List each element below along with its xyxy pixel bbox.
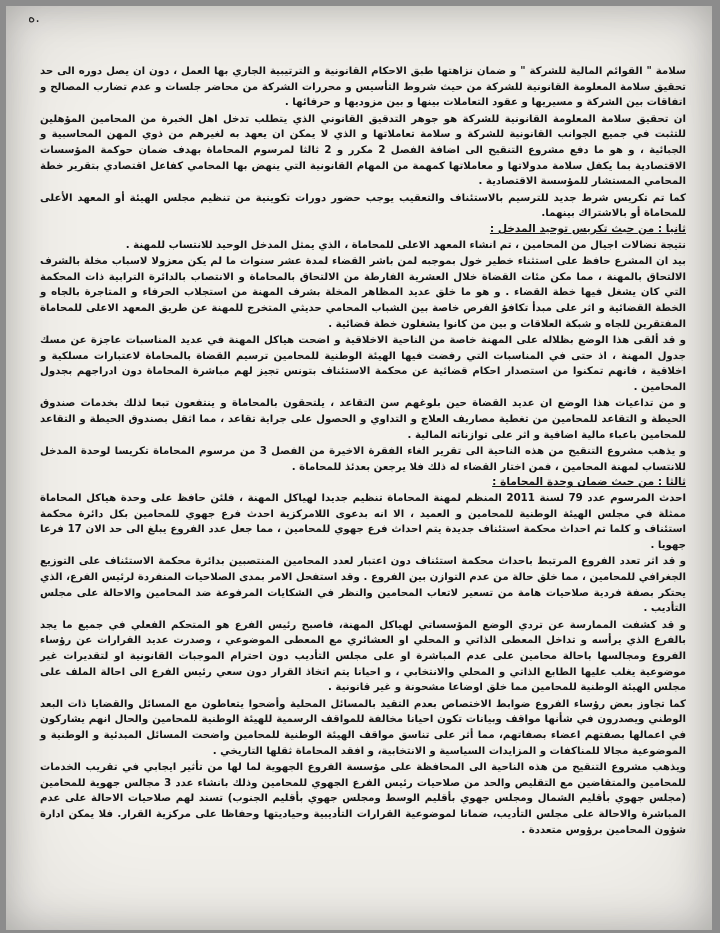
paragraph-retirement-fund: و من تداعيات هذا الوضع ان عديد القضاة حين بلوغهم سن التقاعد ، يلتحقون بالمحاماة و ينتفعون تبعا لذلك بخدمات صندوق الحيطة و التقاعد للمحامين من تغطية مصاريف العلاج و التداوي و الحصول على جراية تقاعد ، مما اثقل بصندوق الحيطة و التقاعد للمحامين باعباء مالية اضافية و اثر على توازناته المالية . [40, 398, 686, 441]
paragraph-training-condition: كما تم تكريس شرط جديد للترسيم بالاستئناف والتعقيب يوجب حضور دورات تكوينية من تنظيم مجلس الهيئة أو المعهد الأعلى للمحاماة أو بالاشتراك بينهما. [40, 192, 686, 220]
paragraph-regional-councils: ويذهب مشروع التنقيح من هذه الناحية الى المحافظة على مؤسسة الفروع الجهوية لما لها من تأثير ايجابي في تقريب الخدمات للمحامين والمتقاضين مع التقليص والحد من صلاحيات رئيس الفرع الجهوي للمحامين وذلك بانشاء عدد 3 مجالس جهوية للمحامين (مجلس جهوي بأقليم الشمال ومجلس جهوي بأقليم الوسط ومجلس جهوي بأقليم الجنوب) تسند لهم صلاحيات الاحالة على عدم المباشرة والاحالة على مجلس التأديب، ضمانا لموضوعية القرارات التأديبية وحياديتها وحفاظا على مركزية القرار. فلا يمكن ادارة شؤون المحامين برؤوس متعددة . [40, 762, 686, 836]
paragraph-decree-79: احدث المرسوم عدد 79 لسنة 2011 المنظم لمهنة المحاماة تنظيم جديدا لهياكل المهنة ، فلئن حافظ على وحدة هياكل المحاماة ممثلة في مجلس الهيئة الوطنية للمحامين و العميد ، الا انه بدعوى اللامركزية احدث فرع جهوي للمحامين بكل دائرة محكمة استئناف و كلما تم احداث محكمة استئناف جديدة يتم احداث فرع جهوي للمحامين ، مما جعل عدد الفروع يبلغ الى حد الان 17 فرعا جهويا . [40, 493, 686, 551]
paragraph-institutional-decline: و قد كشفت الممارسة عن تردي الوضع المؤسساتي لهياكل المهنة، فاصبح رئيس الفرع هو المتحكم الفعلي في جميع ما يجد بالفرع الذي يرأسه و تداخل المعطى الذاتي و المحلي او العشائري مع المعطى الموضوعي ، وصدرت عديد القرارات عن رؤساء الفروع ومجالسها باحالة محامين على عدم المباشرة او على مجلس التأديب دون احترام الموجبات القانونية او لتقديرات غير موضوعية يغلب عليها الطابع الذاتي و المحلي والانتخابي ، و احيانا يتم اتخاذ القرار دون سعي رئيس الفرع الى احالة الملف على مجلس الهيئة الوطنية للمحامين مما خلق اوضاعا مشحونة و غير قانونية . [40, 619, 686, 694]
paragraph-audit-role: سلامة " القوائم المالية للشركة " و ضمان نزاهتها طبق الاحكام القانونية و الترتيبية الجاري بها العمل ، دون ان يصل دوره الى حد تحقيق سلامة المعلومة القانونية للشركة من حيث شروط التأسيس و محررات الشركة من محاضر جلسات و عدم تضارب المصالح و اتفاقات بين الشركة و مسيريها و عقود التعاملات بينها و بين مزوديها و حرفائها . [40, 66, 686, 109]
paragraph-institute: نتيجة نضالات اجيال من المحامين ، تم انشاء المعهد الاعلى للمحاماة ، الذي يمثل المدخل الوحيد للانتساب للمهنة . [125, 239, 686, 251]
section-heading-unified-entry: ثانيا : من حيث تكريس توحيد المدخل : [489, 222, 686, 235]
paragraph-legal-audit: ان تحقيق سلامة المعلومة القانونية للشركة هو جوهر التدقيق القانوني الذي يتطلب تدخل اهل الخبرة من المحامين المؤهلين للتثبت في جميع الجوانب القانونية للشركة و سلامة تعاملاتها و الذي لا يمكن ان يعهد به لغيرهم من ذوي المهن المحاسبية و الجبائية ، و هو ما دفع مشروع التنقيح الى اضافة الفصل 2 مكرر و 2 ثالثا لمرسوم المحاماة بهدف ضمان حوكمة المؤسسات الاقتصادية بما يكفل سلامة مدولاتها و معاملاتها كمهمة من المهام القانونية التي ينهض بها المحامي كفاعل اقتصادي بتقرير خطة المحامي المستشار للمؤسسة الاقتصادية . [40, 113, 686, 188]
paragraph-ethical-impact: و قد ألقى هذا الوضع بظلاله على المهنة خاصة من الناحية الاخلاقية و اضحت هياكل المهنة في عديد المناسبات عاجزة عن مسك جدول المهنة ، اذ حتى في المناسبات التي رفضت فيها الهيئة الوطنية للمحامين ترسيم القضاة بالمحاماة لاعتبارات مسلكية و اخلاقية ، فانهم تمكنوا من استصدار احكام قضائية عن محكمة الاستئناف بتونس تجيز لهم مباشرة المحاماة دون ادراجهم بجدول المحامين . [40, 335, 686, 393]
paragraph-abolish-clause: و يذهب مشروع التنقيح من هذه الناحية الى تقرير الغاء الفقرة الاخيرة من الفصل 3 من مرسوم المحاماة تكريسا لوحدة المدخل للانتساب لمهنة المحامين ، فمن اختار القضاء له ذلك فلا يرجعن بعدئذ للمحاماة . [40, 446, 686, 473]
paragraph-judges-exception: بيد ان المشرع حافظ على استثناء خطير خول بموجبه لمن باشر القضاء لمدة عشر سنوات ما لم يكن معزولا لاسباب مخلة بالشرف الالتحاق بالمهنة ، مما مكن مئات القضاة خلال العشرية الفارطة من الالتحاق بالمحاماة و الانتصاب بالدائرة الترابية ذات المحكمة التي كان يشغل فيها خطة القضاء . و هو ما خلق عديد المظاهر المخلة بشرف المهنة من استجلاب الحرفاء و المتاجرة بالجاه و الخطة القضائية و اثر على مبدأ تكافؤ الفرص خاصة بين الشباب المحامي حديثي المتخرج للمهنة عن طريق المعهد الاعلى للمحاماة المفتقرين للجاه و شبكة العلاقات و بين من كانوا يشغلون خطة قضائية . [40, 256, 686, 330]
document-body [40, 64, 686, 838]
paragraph-branch-overreach: كما تجاوز بعض رؤساء الفروع ضوابط الاختصاص بعدم التقيد بالمسائل المحلية وأضحوا يتعاطون مع المسائل والقضايا ذات البعد الوطني ويصدرون في شأنها مواقف وبيانات تكون احيانا مخالفة للمواقف الرسمية للهيئة الوطنية للمحامين والحال انهم يشاركون في اعمالها بصفتهم اعضاء بصفاتهم، مما أثر على تناسق مواقف الهيئة الوطنية للمحامين واضحت المسائل المبدئية و الوطنية و الموضوعية مجالا للمناكفات و المزايدات السياسية و الانتخابية، و افقد المحاماة ثقلها التاريخي . [40, 698, 686, 757]
section-heading-unity: ثالثا : من حيث ضمان وحدة المحاماة : [492, 476, 686, 489]
document-page [6, 6, 712, 930]
corner-mark-left: ه. [28, 10, 40, 26]
paragraph-branch-imbalance: و قد اثر تعدد الفروع المرتبط باحداث محكمة استئناف دون اعتبار لعدد المحامين المنتصبين بدائرة محكمة الاستئناف على التوزيع الجغرافي للمحامين ، مما خلق حالة من عدم التوازن بين الفروع . وقد استفحل الامر بمدى الصلاحيات المنفردة لرئيس الفرع، الذي يحتكر بصفة فردية صلاحيات هامة من تسعير لاتعاب المحامين والنظر في الشكايات المرفوعة ضد المحامين والاحالة على مجلس التأديب . [40, 556, 686, 615]
